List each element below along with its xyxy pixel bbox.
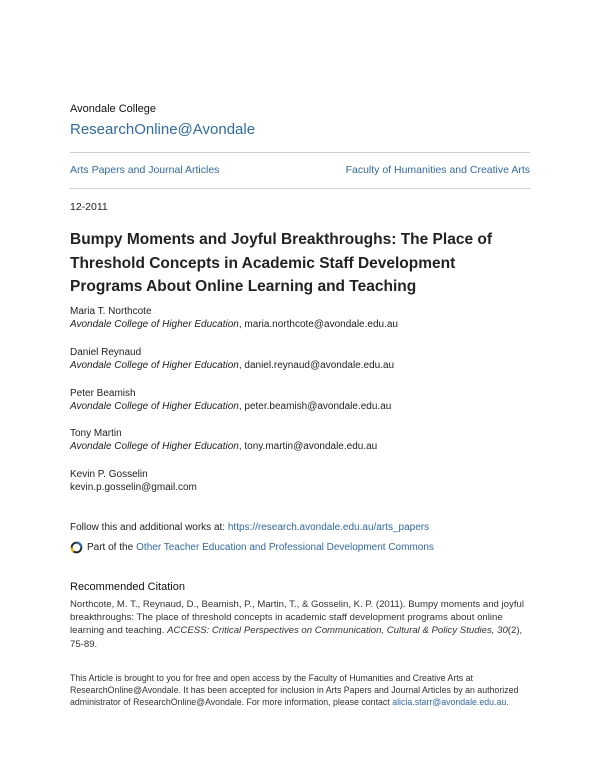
notice-text: This Article is brought to you for free and open access by the Faculty of Humanities and Creative Arts at ResearchOnline@Avondale. It has been accepted for inclusion in Arts Papers and Journal Articles by an authorized administrator of ResearchOnline@Avondale. For more information, please contact xyxy=(70,673,519,708)
author-affiliation: Avondale College of Higher Education xyxy=(70,319,239,330)
top-divider xyxy=(70,152,530,153)
access-notice xyxy=(70,672,532,709)
network-commons-icon xyxy=(70,541,83,554)
citation-journal: ACCESS: Critical Perspectives on Communication, Cultural & Policy Studies, 30 xyxy=(167,625,508,637)
author-entry: Peter Beamish Avondale College of Higher Education, peter.beamish@avondale.edu.au xyxy=(70,387,530,413)
author-entry: Tony Martin Avondale College of Higher Education, tony.martin@avondale.edu.au xyxy=(70,427,530,453)
author-name: Daniel Reynaud xyxy=(70,346,142,358)
bottom-divider xyxy=(70,188,530,189)
paper-title: Bumpy Moments and Joyful Breakthroughs: The Place of Threshold Concepts in Academic Staff Development Programs About Online Learning and Teaching xyxy=(70,231,493,295)
contact-email-link[interactable]: alicia.starr@avondale.edu.au xyxy=(392,697,507,708)
author-name: Kevin P. Gosselin xyxy=(70,469,148,481)
author-entry: Daniel Reynaud Avondale College of Higher Education, daniel.reynaud@avondale.edu.au xyxy=(70,346,530,372)
author-affiliation: Avondale College of Higher Education xyxy=(70,359,239,371)
repository-name[interactable]: ResearchOnline@Avondale xyxy=(70,121,256,138)
author-email: kevin.p.gosselin@gmail.com xyxy=(70,482,197,494)
collection-link-faculty[interactable]: Faculty of Humanities and Creative Arts xyxy=(345,164,530,176)
publication-date: 12-2011 xyxy=(70,201,108,213)
part-of-line xyxy=(70,541,434,554)
author-entry: Maria T. Northcote Avondale College of Higher Education, maria.northcote@avondale.edu.au xyxy=(70,305,530,331)
follow-line xyxy=(70,522,429,533)
follow-prefix: Follow this and additional works at: xyxy=(70,522,228,533)
citation-body: Northcote, M. T., Reynaud, D., Beamish, P., Martin, T., & Gosselin, K. P. (2011). Bumpy moments and joyful breakthroughs: The place of threshold concepts in academic staff development programs about online learning and teaching. xyxy=(70,599,524,637)
author-name: Tony Martin xyxy=(70,428,122,440)
author-affiliation: Avondale College of Higher Education xyxy=(70,441,239,453)
author-email: peter.beamish@avondale.edu.au xyxy=(244,400,392,412)
commons-link[interactable]: Other Teacher Education and Professional Development Commons xyxy=(136,542,434,553)
collection-link-arts-papers[interactable]: Arts Papers and Journal Articles xyxy=(70,164,220,176)
author-name: Peter Beamish xyxy=(70,387,136,399)
author-email: maria.northcote@avondale.edu.au xyxy=(244,319,398,330)
author-entry xyxy=(70,468,530,494)
author-email: daniel.reynaud@avondale.edu.au xyxy=(244,359,395,371)
citation-text xyxy=(70,598,532,651)
part-of-prefix: Part of the xyxy=(87,542,134,553)
citation-heading: Recommended Citation xyxy=(70,581,185,593)
notice-end: . xyxy=(506,697,509,708)
author-name: Maria T. Northcote xyxy=(70,306,152,317)
author-email: tony.martin@avondale.edu.au xyxy=(244,441,378,453)
citation-issue-pages: (2), 75-89. xyxy=(70,625,523,650)
author-affiliation: Avondale College of Higher Education xyxy=(70,400,239,412)
follow-url-link[interactable]: https://research.avondale.edu.au/arts_papers xyxy=(227,522,430,533)
institution-name: Avondale College xyxy=(70,103,157,115)
author-list xyxy=(70,305,530,509)
